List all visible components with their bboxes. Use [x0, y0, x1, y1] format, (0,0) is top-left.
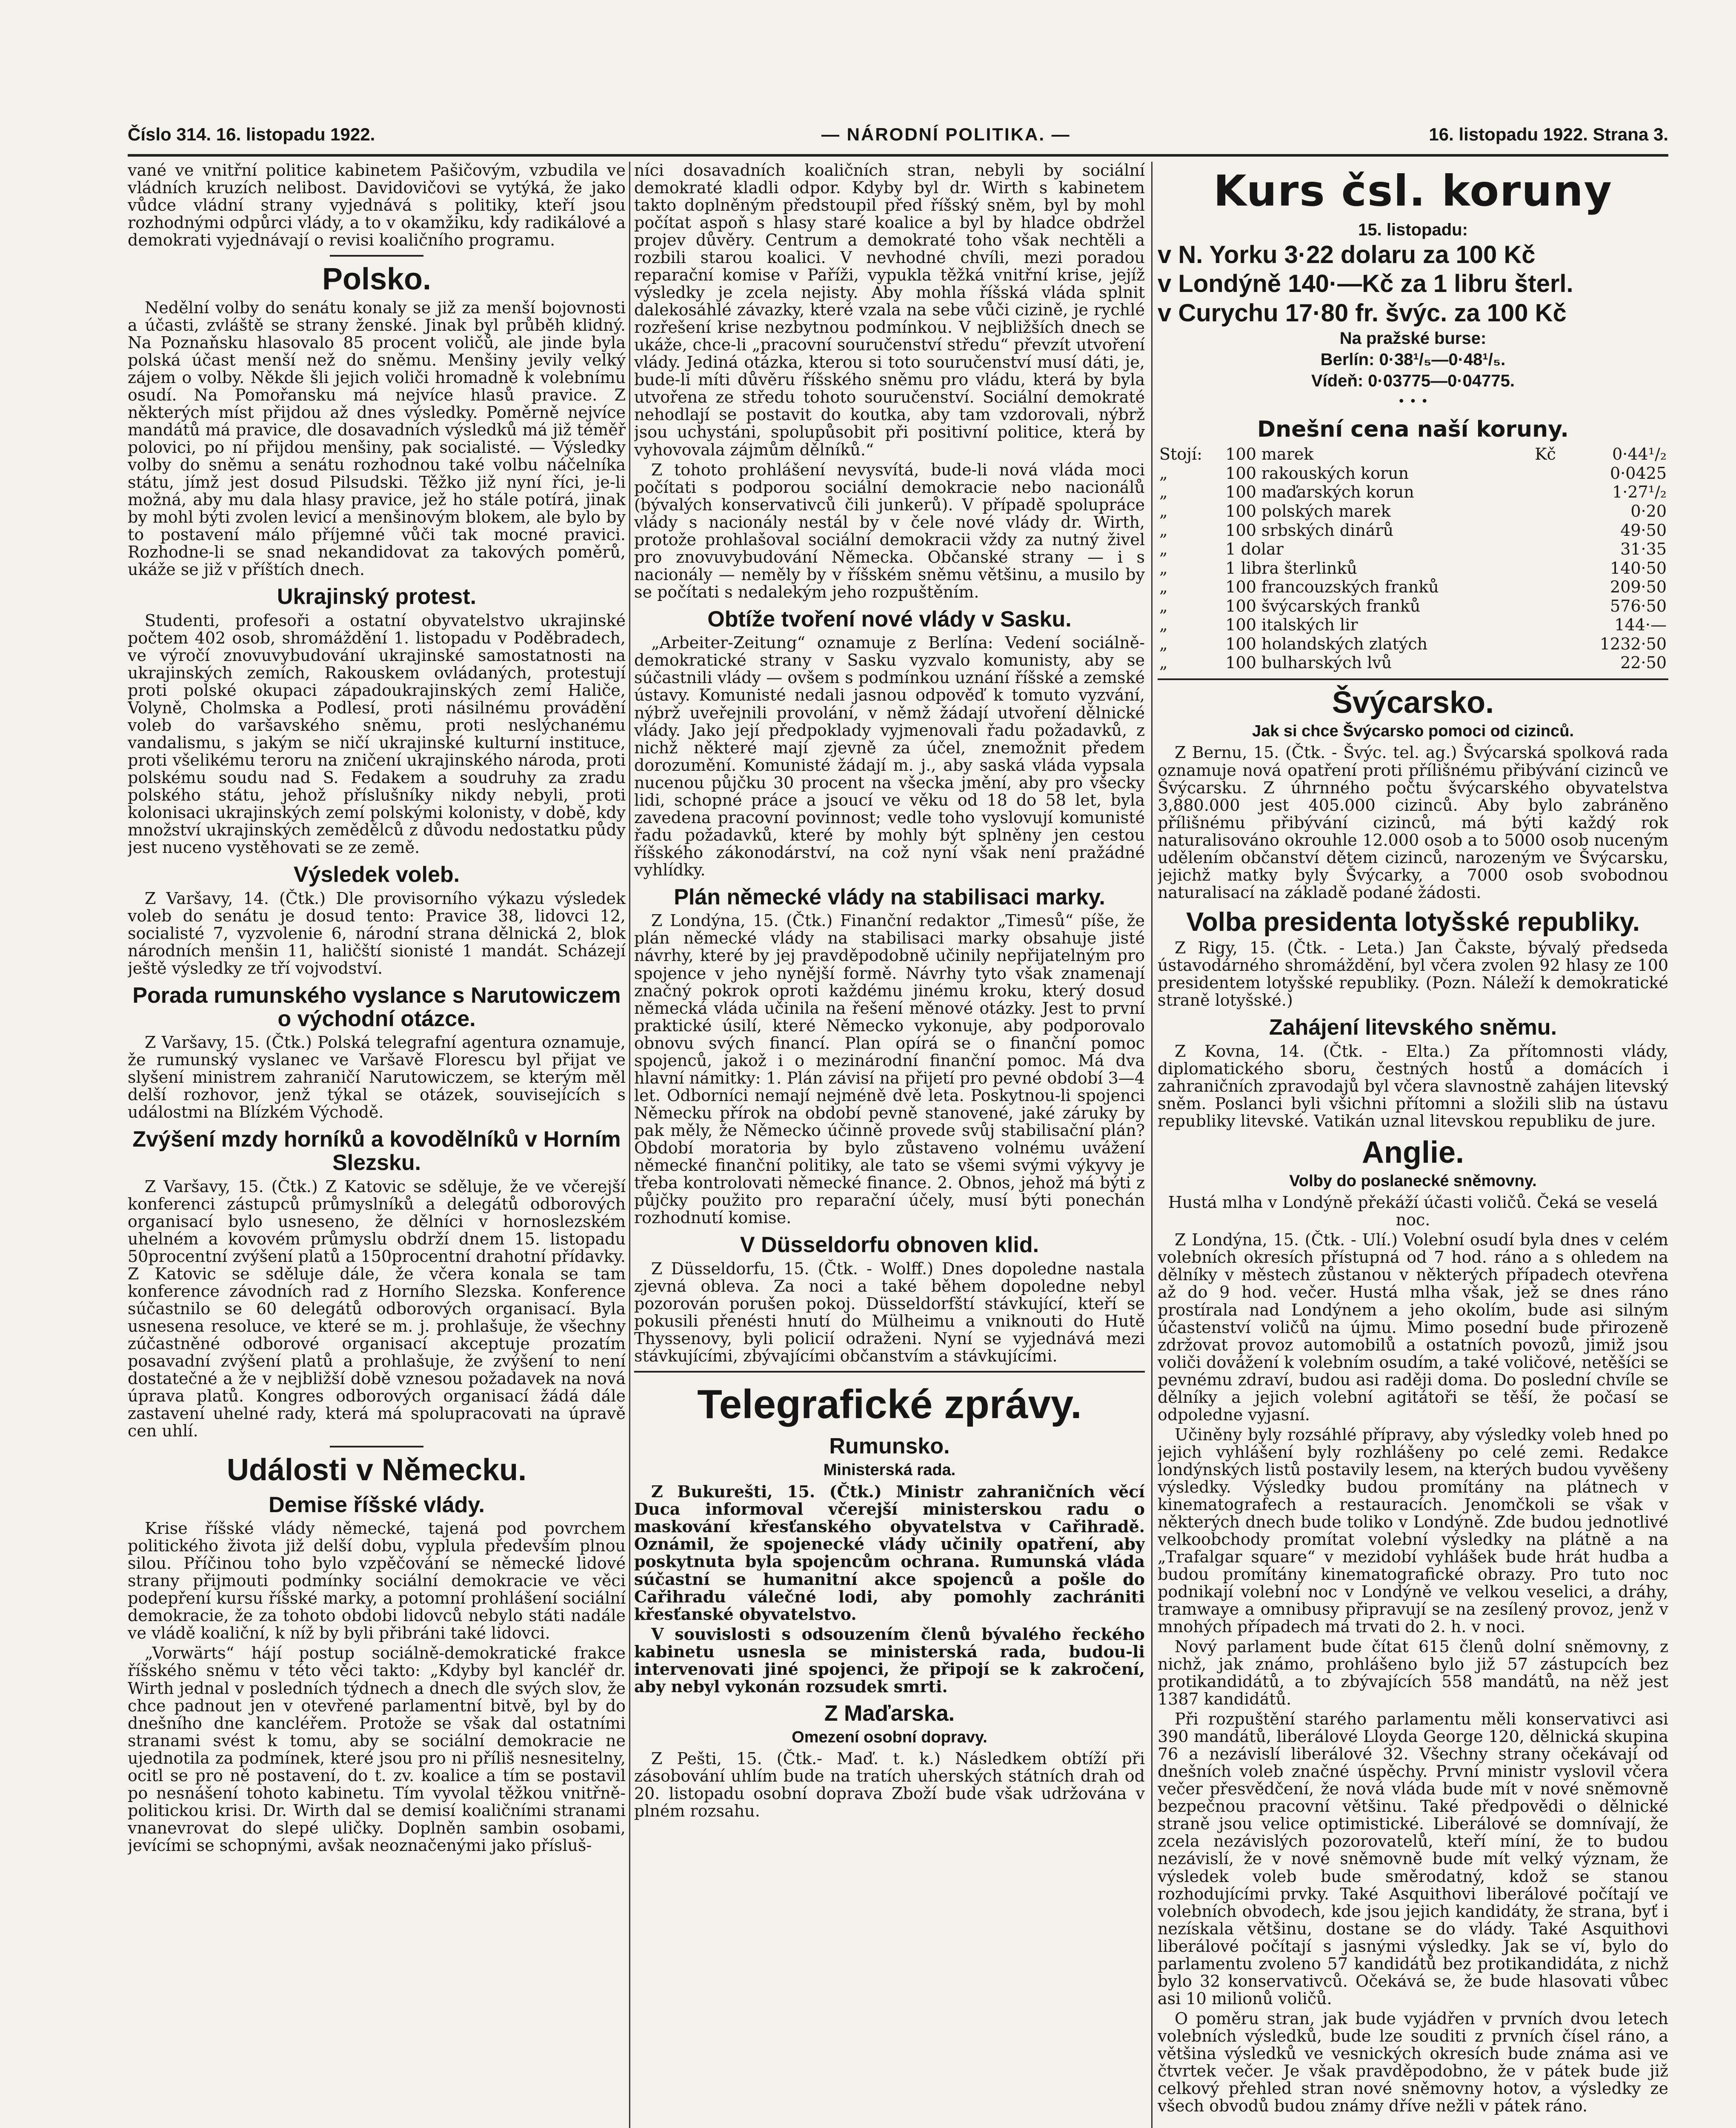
price-row [1158, 483, 1668, 502]
price-unit [1533, 540, 1568, 559]
article-subtitle: Jak si chce Švýcarsko pomoci od cizinců. [1252, 722, 1574, 741]
price-value: 22·50 [1620, 653, 1667, 672]
section-title-udalosti: Události v Německu. [226, 1453, 527, 1487]
price-unit [1533, 502, 1568, 521]
rate-zurich: v Curychu 17·80 fr. švýc. za 100 Kč [1158, 299, 1567, 327]
price-value: 0·20 [1630, 501, 1667, 521]
rate-berlin: Berlín: 0·38¹/₅—0·48¹/₅. [1320, 350, 1506, 369]
price-prefix: „ [1159, 521, 1168, 540]
article-title-vysledek-voleb: Výsledek voleb. [293, 862, 460, 887]
article-paragraph: Z Varšavy, 14. (Čtk.) Dle provisorního výkazu výsledek voleb do senátu je dosud tento: Pravice 38, lidovci 12, socialisté 7, vyzvolenie 6, národní strana dělnická 2, blok národních menšin 11, haličští sionisté 1 mandát. Scházejí ještě výsledky ze tří vojvodství. [128, 889, 626, 978]
price-prefix: „ [1159, 615, 1168, 635]
article-paragraph: Z Varšavy, 15. (Čtk.) Z Katovic se sděluje, že ve včerejší konferenci zástupců průmyslníků a delegátů odborových organisací bylo usneseno, že dělníci v hornoslezském uhelném a kovovém průmyslu obdrží dnem 15. listopadu 50procentní zvýšení platů a 150procentní drahotní přídavky. Z Katovic se sděluje dále, že včera konala se tam konference závodních rad z Horního Slezska. Konference súčastnilo se 60 delegátů odborových organisací. Byla usnesena resoluce, ve které se m. j. prohlašuje, že všechny zúčastněné odborové organisací akceptuje prozatím posavadní zvýšení platů a prohlašuje, že zvýšení to není dostatečné a že v nejbližší době vznesou požadavek na nová úprava platů. Kongres odborových organisací žádá dále zastavení uhelné rady, která má spolupracovati na úpravě cen uhlí. [128, 1177, 626, 1440]
price-value: 31·35 [1620, 540, 1667, 559]
column-3 [1158, 162, 1668, 2128]
article-title-dusseldorf: V Düsseldorfu obnoven klid. [740, 1232, 1039, 1257]
price-quantity: 100 italských lir [1225, 615, 1358, 635]
price-prefix: „ [1159, 463, 1168, 483]
price-unit [1533, 635, 1568, 654]
price-prefix: Stojí: [1159, 445, 1202, 464]
price-row [1158, 540, 1668, 559]
article-paragraph: Z Londýna, 15. (Čtk. - Ulí.) Volební osudí byla dnes v celém volebních okresích přístupná od 7 hod. ráno a s ohledem na dělníky v městech zůstanou v některých případech otevřena až do 9 hod. večer. Hustá mlha však, jež se dnes ráno prostírala nad Londýnem a jeho okolím, bude asi silným účastenství voličů na újmu. Mimo posední bude přirozeně zdržovat provoz automobilů a ostatních povozů, jimiž jsou voliči dovážení k volebním osudím, a také voličové, netěšíci se pevnému zdraví, budou asi raději doma. Do poslední chvíle se dělníky a jejich volební agitátoři se těší, že počasí se odpoledne vyjasní. [1158, 1230, 1668, 1424]
price-row [1158, 521, 1668, 540]
price-value: 0·0425 [1610, 463, 1667, 483]
section-title-madarsko: Z Maďarska. [824, 1701, 955, 1726]
price-value: 576·50 [1610, 596, 1667, 615]
price-unit: Kč [1535, 445, 1556, 464]
article-paragraph: Učiněny byly rozsáhlé přípravy, aby výsledky voleb hned po jejich vyhlášení byly rozhlášeny po celé zemi. Redakce londýnských listů postavily lesem, na kterých budou vyvěšeny výsledky. Výsledky budou promítány na plátnech v kinematografech a restauracích. Jenomčkoli se však v některých dnech bude toliko v Londýně. Zde budou jednotlivé velkoobchody promítat volební výsledky na plátně a na „Trafalgar square“ v mezidobí vyhlášek bude hrát hudba a budou promítány kinematografické obrazy. Pro tuto noc podnikají volební noc v Londýně ve velkou veselici, a dráhy, tramwaye a omnibusy připravují se na zesílený provoz, jenž v mnohých případech má trvati do 2. h. v noci. [1158, 1425, 1668, 1636]
article-paragraph: „Arbeiter-Zeitung“ oznamuje z Berlína: Vedení sociálně-demokratické strany v Sasku vyzvalo komunisty, aby se súčastnili vlády — ovšem s podmínkou uznání říšské a zemské ústavy. Komunisté nedali jasnou odpověď k tomuto vyzvání, nýbrž uveřejnili provolání, v němž žádají utvoření dělnické vlády. Jako její předpoklady vyjmenovali řadu požadavků, z nichž některé mají zjevně za účel, znemožnit předem dorozumění. Komunisté žádají m. j., aby saská vláda vypsala nucenou půjčku 30 procent na všecka jmění, aby pro všecky lidi, schopné práce a jsoucí ve věku od 18 do 58 let, byla zavedena pracovní povinnost; vedle toho vyslovují komunisté řadu požadavků, které by mohly být splněny jen cestou říšského zákonodárství, na což nyní však není pražádné vyhlídky. [634, 633, 1145, 879]
price-row [1158, 464, 1668, 483]
price-row [1158, 559, 1668, 578]
article-paragraph: Krise říšské vlády německé, tajená pod povrchem politického života již delší dobu, vyplula především plnou silou. Příčinou toho bylo vzpěčování se německé lidové strany přijmouti podmínky sociální demokracie ve věci podepření kursu říšské marky, a potomní prohlášení sociální demokracie, že za tohoto obdobi lidovců nebylo státi nadále ve vládě koaliční, k níž by byli přibráni také lidovci. [128, 1519, 626, 1643]
masthead-title: — NÁRODNÍ POLITIKA. — [821, 124, 1071, 144]
article-paragraph: Z Rigy, 15. (Čtk. - Leta.) Jan Čakste, bývalý předseda ústavodárného shromáždění, byl včera zvolen 92 hlasy ze 100 presidentem lotyšské republiky. (Pozn. Náleží k demokratické straně lotyšské.) [1158, 938, 1668, 1010]
ornament: • • • [1397, 394, 1429, 409]
price-quantity: 1 libra šterlinků [1225, 558, 1357, 578]
article-paragraph: Z Bernu, 15. (Čtk. - Švýc. tel. ag.) Švýcarská spolková rada oznamuje nová opatření proti přílišnému přibývání cizinců ve Švýcarsku. Z úhrnného počtu švýcarského obyvatelstva 3,880.000 jest 405.000 cizinců. Aby bylo zabráněno přílišnému přibývání cizinců, má býti každý rok naturalisováno okrouhle 12.000 osob a to 5000 osob nuceným udělením občanství dětem cizinců, narozeným ve Švýcarsku, jejichž matky byly Švýcarky, a 7000 osob svobodnou naturalisací na základě podané žádosti. [1158, 743, 1668, 902]
article-title-demise: Demise říšské vlády. [269, 1492, 485, 1517]
section-rule [634, 1371, 1145, 1373]
price-unit [1533, 578, 1568, 597]
price-row [1158, 502, 1668, 521]
article-subtitle: Volby do poslanecké sněmovny. [1289, 1172, 1537, 1190]
price-quantity: 100 rakouských korun [1225, 463, 1409, 483]
section-title-telegraficke: Telegrafické zprávy. [697, 1381, 1082, 1427]
price-quantity: 100 marek [1225, 445, 1314, 464]
header-rule [128, 154, 1668, 157]
article-paragraph: níci dosavadních koaličních stran, nebyli by sociální demokraté kladli odpor. Kdyby byl dr. Wirth s kabinetem takto doplněným předstoupil před říšský sněm, byl by mohl počítat aspoň s hlasy staré koalice a byl by hladce obdržel projev důvěry. Centrum a demokraté toho však nechtěli a rozbili starou koalici. V nevhodné chvíli, mezi poradou reparační komise v Paříži, vypukla těžká vnitřní krise, jejíž výsledky je zcela nejisty. Aby mohla říšská vláda splnit dalekosáhlé závazky, které vzala na sebe vůči cizině, je rychlé rozřešení krise nezbytnou podmínkou. V nejbližších dnech se ukáže, chce-li „pracovní souručenství středu“ převzít utvoření vlády. Jediná otázka, kterou si toto souručenství musí dáti, je, bude-li míti důvěru říšského sněmu pro vládu, která by byla utvořena ze středu tohoto souručenství. Sociální demokraté nehodlají se postavit do koutka, aby tam vzdorovali, nýbrž jsou uchystáni, spolupůsobit při positivní politice, která by vyhovovala zájmům dělníků.“ [634, 162, 1145, 459]
section-rule [1158, 678, 1668, 680]
price-prefix: „ [1159, 596, 1168, 615]
price-prefix: „ [1159, 483, 1168, 502]
price-value: 1232·50 [1599, 634, 1667, 653]
price-prefix: „ [1159, 558, 1168, 578]
column-divider [629, 162, 630, 2128]
rate-vienna: Vídeň: 0·03775—0·04775. [1311, 372, 1515, 391]
date-page-info: 16. listopadu 1922. Strana 3. [1429, 124, 1668, 144]
article-paragraph: Nový parlament bude čítat 615 členů dolní sněmovny, z nichž, jak známo, prohlášeno bylo již 57 zástupcích bez protikandidátů, a to zbývajících 558 mandátů, na něž jest 1387 kandidátů. [1158, 1637, 1668, 1709]
article-title-litva: Zahájení litevského sněmu. [1269, 1015, 1557, 1040]
exchange-rate-title: Kurs čsl. koruny [1213, 166, 1613, 216]
exchange-date: 15. listopadu: [1358, 220, 1468, 239]
price-table-title: Dnešní cena naší koruny. [1257, 417, 1569, 443]
article-paragraph: O poměru stran, jak bude vyjádřen v prvních dvou letech volebních výsledků, bude lze souditi z prvních čísel ráno, a většina výsledků ve vesnických okresích bude známa asi ve čtvrtek večer. Je však pravděpodobno, že v pátek bude již celkový přehled stran nové sněmovny hotov, a výsledky ze všech obvodů budou známy dříve nežli v pátek ráno. [1158, 2009, 1668, 2115]
article-paragraph: Z Bukurešti, 15. (Čtk.) Ministr zahraničních věcí Duca informoval včerejší ministerskou radu o maskování křesťanského obyvatelstva v Cařihradě. Oznámil, že spojenecké vlády učinily opatření, aby poskytnuta byla spojencům ochrana. Rumunská vláda súčastní se humanitní akce spojenců a pošle do Cařihradu válečné lodi, aby pomohly zachrániti křesťanské obyvatelstvo. [634, 1482, 1145, 1624]
price-quantity: 1 dolar [1225, 540, 1284, 559]
article-title-ukrajinsky-protest: Ukrajinský protest. [277, 584, 477, 609]
price-unit [1533, 483, 1568, 502]
article-paragraph: Nedělní volby do senátu konaly se již za menší bojovnosti a účasti, zvláště se strany ženské. Jinak byl průběh klidný. Na Poznaňsku hlasovalo 85 procent voličů, ale jinde byla polská účast menší než do sněmu. Menšiny jevily velký zájem o volby. Někde šli jejich voliči hromadně k volebnímu osudí. Na Pomořansku má nejvíce hlasů pravice. Z některých míst přijdou až dnes výsledky. Poměrně nejvíce mandátů má pravice, dle dosavadních výsledků má již téměř polovici, po ní přijdou menšiny, pak socialisté. — Výsledky volby do sněmu a senátu rozhodnou také volbu náčelníka státu, jímž jest dosud Pilsudski. Těžko již nyní říci, je-li možná, aby mu dala hlasy pravice, jež ho stále potírá, jinak by mohl býti zvolen levicí a menšinovým blokem, ale bylo by to postavení málo příjemné vůči tak mocné pravici. Rozhodne-li se snad nekandidovat za takových poměrů, ukáže se již v příštích dnech. [128, 298, 626, 579]
section-title-anglie: Anglie. [1361, 1135, 1464, 1170]
article-paragraph: V souvislosti s odsouzením členů bývalého řeckého kabinetu usnesla se ministerská rada, budou-li intervenovati jiné spojenci, že připojí se k zakročení, aby nebyl vykonán rozsudek smrti. [634, 1624, 1145, 1696]
article-title-saska: Obtíže tvoření nové vlády v Sasku. [707, 606, 1072, 632]
price-quantity: 100 holandských zlatých [1225, 634, 1428, 653]
price-quantity: 100 bulharských lvů [1225, 653, 1392, 672]
price-quantity: 100 maďarských korun [1225, 483, 1414, 502]
price-value: 144·— [1614, 615, 1667, 635]
price-row [1158, 597, 1668, 616]
rate-london: v Londýně 140·—Kč za 1 libru šterl. [1158, 270, 1573, 298]
price-value: 140·50 [1610, 558, 1667, 578]
section-rule [330, 1446, 423, 1447]
price-row [1158, 615, 1668, 635]
price-row [1158, 578, 1668, 597]
article-paragraph: Z Kovna, 14. (Čtk. - Elta.) Za přítomnosti vlády, diplomatického sboru, čestných hostů a domácích i zahraničních zpravodajů byl včera slavnostně zahájen litevský sněm. Poslanci byli všichni přítomni a složili slib na ústavu republiky litevské. Vatikán uznal litevskou republiku de jure. [1158, 1041, 1668, 1130]
intro-paragraph: vané ve vnitřní politice kabinetem Pašičovým, vzbudila ve vládních kruzích nelibost. Davidovičovi se vytýká, že jako vůdce vládní strany vyjednává s politiky, kteří jsou rozhodnými odpůrci vlády, a to v okamžiku, kdy radikálové a demokrati vyjednávají o revisi koaličního programu. [128, 162, 626, 250]
price-value: 49·50 [1620, 521, 1667, 540]
price-unit [1533, 653, 1568, 672]
article-paragraph: Z tohoto prohlášení nevysvítá, bude-li nová vláda moci počítati s podporou sociální demokracie nebo nacionálů (bývalých konservativců čili junkerů). V případě spolupráce vlády s nacionály nestál by v čele nové vlády dr. Wirth, protože prohlašoval sociální demokracii vždy za nutný živel pro znovuvybudování Německa. Občanské strany — i s nacionály — neměly by v říšském sněmu většinu, a musilo by se počítati s nedalekým jeho rozpuštěním. [634, 460, 1145, 601]
section-rule [330, 255, 423, 257]
price-prefix: „ [1159, 653, 1168, 672]
article-title-plan: Plán německé vlády na stabilisaci marky. [674, 884, 1105, 910]
price-row [1158, 445, 1668, 464]
price-value: 1·27¹/₂ [1612, 483, 1667, 502]
price-unit [1533, 559, 1568, 578]
article-paragraph: Při rozpuštění starého parlamentu měli konservativci asi 390 mandátů, liberálové Lloyda George 120, dělnická skupina 76 a nezávislí liberálové 32. Všechny strany očekávají od dnešních voleb značné úspěchy. První ministr vyslovil včera večer přesvědčení, že nová vláda bude mít v nové sněmovně bezpečnou pracovní většinu. Také předpovědi o dělnické straně jsou velice optimistické. Liberálové se domnívají, že zcela nezávislých pozorovatelů, kteří míní, že to budou nezávislí, že v nové sněmovně bude mít velký význam, že výsledek voleb bude směrodatný, kdož se stanou rozhodujícími prvky. Také Asquithovi liberálové počítají ve volebních obvodech, kde jsou jejich kandidáty, že strana, byť i nezískala většinu, dostane se do vlády. Také Asquithovi liberálové počítají s jasnými výsledky. Jak se ví, bylo do parlamentu zvoleno 57 kandidátů bez protikandidáta, z nichž bylo 32 konservativců. Očekává se, že bude hlasovati vůbec asi 10 milionů voličů. [1158, 1710, 1668, 2008]
price-table [1158, 445, 1668, 672]
price-quantity: 100 švýcarských franků [1225, 596, 1421, 615]
price-row [1158, 635, 1668, 654]
column-divider [1151, 162, 1153, 2128]
price-quantity: 100 srbských dinárů [1225, 521, 1394, 540]
article-lead: Hustá mlha v Londýně překáží účasti voličů. Čeká se veselá noc. [1168, 1193, 1658, 1230]
price-prefix: „ [1159, 540, 1168, 559]
price-unit [1533, 464, 1568, 483]
rate-new-york: v N. Yorku 3·22 dolaru za 100 Kč [1158, 241, 1536, 269]
column-2 [634, 162, 1145, 2128]
issue-info: Číslo 314. 16. listopadu 1922. [128, 124, 375, 144]
price-row [1158, 653, 1668, 672]
price-value: 209·50 [1610, 578, 1667, 597]
article-subtitle: Ministerská rada. [823, 1461, 956, 1479]
page-header [128, 124, 1668, 150]
price-prefix: „ [1159, 578, 1168, 597]
section-title-svycarsko: Švýcarsko. [1332, 685, 1494, 720]
price-prefix: „ [1159, 634, 1168, 653]
burse-label: Na pražské burse: [1339, 329, 1487, 348]
article-paragraph: Z Londýna, 15. (Čtk.) Finanční redaktor „Timesů“ píše, že plán německé vlády na stabilisaci marky obsahuje jisté návrhy, které by jej pravděpodobně učinily nepřijatelným pro spojence v jeho nynější formě. Návrhy tyto však znamenají značný pokrok oproti každému jinému kroku, který dosud německá vláda učinila na řešení měnové otázky. Jest to první praktické úsilí, které Německo vykonuje, aby podporovalo obnovu svých financí. Plan opírá se o finanční pomoc spojenců, jakož i o mezinárodní finanční pomoc. Má dva hlavní námitky: 1. Plán závisí na přijetí pro pevné období 3—4 let. Odborníci nemají nejméně dvě leta. Poskytnou-li spojenci Německu přírok na období pevně stanovené, jaké záruky by pak měly, že Německo účinně provede svůj stabilisační plán? Období moratoria by bylo zůstaveno volnému uvážení německé finanční politiky, ale tato se všemi svými výkyvy je třeba kontrolovati německé finance. 2. Obnos, jehož má býti z půjčky použito pro reparační účely, musí býti ponechán rozhodnutí komise. [634, 911, 1145, 1227]
article-paragraph: Z Varšavy, 15. (Čtk.) Polská telegrafní agentura oznamuje, že rumunský vyslanec ve Varšavě Florescu byl přijat ve slyšení ministrem zahraničí Narutowiczem, se kterým měl delší rozhovor, jenž týkal se otázek, souvisejících s událostmi na Blízkém Východě. [128, 1033, 626, 1122]
price-quantity: 100 francouzských franků [1225, 578, 1439, 597]
price-unit [1533, 521, 1568, 540]
price-prefix: „ [1159, 501, 1168, 521]
price-unit [1533, 597, 1568, 616]
price-unit [1533, 615, 1568, 635]
price-value: 0·44¹/₂ [1612, 445, 1667, 464]
article-paragraph: „Vorwärts“ hájí postup sociálně-demokratické frakce říšského sněmu v této věci takto: „Kdyby byl kancléř dr. Wirth jednal v posledních týdnech a dnech dle svých slov, že chce padnout jen v otevřené parlamentní bitvě, byl by do dnešního dne kancléřem. Protože se však dal ostatními stranami svést k tomu, aby se sociální demokracie ne ujednotila za podmínek, které jsou pro ni příliš nesnesitelny, ocitl se pro ně postavení, do t. zv. koalice a tím se postavil po nesnášení tohoto kabinetu. Tím vyvolal těžkou vnitřně-politickou krisi. Dr. Wirth dal se demisí koaličními stranami vnanevrovat do slepé uličky. Doplněn sambin osobami, jevícími se schopnými, avšak neoznačenými jako přísluš- [128, 1644, 626, 1855]
article-title-porada: Porada rumunského vyslance s Narutowiczem o východní otázce. [132, 983, 621, 1031]
article-subtitle: Omezení osobní dopravy. [792, 1728, 987, 1747]
section-title-rumunsko: Rumunsko. [829, 1433, 950, 1459]
article-paragraph: Studenti, profesoři a ostatní obyvatelstvo ukrajinské počtem 402 osob, shromáždění 1. listopadu v Poděbradech, ve výročí znovuvybudování ukrajinské samostatnosti na ukrajinských zemích, Rakouskem ovládaných, protestují proti polské okupaci západoukrajinských zemí Haliče, Volyně, Cholmska a Podlesí, proti násilnému provádění voleb do varšavského sněmu, proti neslýchanému vandalismu, s jakým se ničí ukrajinské kulturní instituce, proti všelikému teroru na zničení ukrajinského národa, proti polskému soudu nad S. Fedakem a soudruhy za zradu polského státu, jehož příslušníky nikdy nebyli, proti kolonisaci ukrajinských zemí polskými kolonisty, v době, kdy množství ukrajinských zemědělců z důvodu nedostatku půdy jest nuceno vystěhovati se ze země. [128, 611, 626, 857]
section-title-lotyssko: Volba presidenta lotyšské republiky. [1186, 907, 1640, 937]
section-title-polsko: Polsko. [322, 262, 432, 297]
column-1 [128, 162, 626, 2128]
article-paragraph: Z Düsseldorfu, 15. (Čtk. - Wolff.) Dnes dopoledne nastala zjevná obleva. Za noci a také během dopoledne nebyl pozorován porušen pokoj. Düsseldorfští stávkující, kteří se pokusili přenésti hnutí do Mülheimu a vniknouti do Hutě Thyssenovy, byli policií odraženi. Nyní se vyjednává mezi stávkujícími, zbývajícími občanstvím a stávkujícími. [634, 1259, 1145, 1365]
price-quantity: 100 polských marek [1225, 501, 1391, 521]
article-title-zvyseni-mzdy: Zvýšení mzdy horníků a kovodělníků v Horním Slezsku. [132, 1127, 621, 1175]
article-paragraph: Z Pešti, 15. (Čtk.- Maď. t. k.) Následkem obtíží při zásobování uhlím bude na tratích uherských státních drah od 20. listopadu osobní doprava Zboží bude však udržována v plném rozsahu. [634, 1749, 1145, 1821]
